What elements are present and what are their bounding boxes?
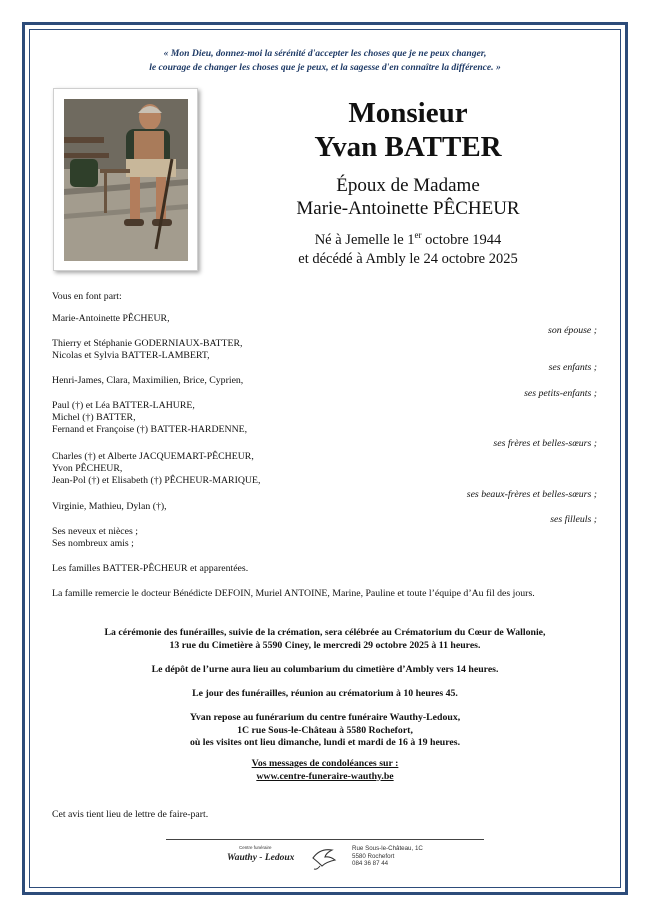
rest-info <box>40 712 610 750</box>
portrait-image <box>64 99 188 261</box>
family-role: ses petits-enfants ; <box>524 388 597 399</box>
address-phone: 084 36 87 44 <box>352 860 389 868</box>
announce-text: Vous en font part: <box>52 291 122 302</box>
family-member: Paul (†) et Léa BATTER-LAHURE, <box>52 400 195 411</box>
family-role: ses enfants ; <box>548 362 597 373</box>
families-line: Les familles BATTER-PÊCHEUR et apparentées. <box>52 563 249 574</box>
spouse-name: Marie-Antoinette PÊCHEUR <box>296 198 520 219</box>
family-member: Virginie, Mathieu, Dylan (†), <box>52 501 167 512</box>
website-link[interactable]: www.centre-funeraire-wauthy.be <box>256 770 394 782</box>
rest-line-1: Yvan repose au funérarium du centre funéraire Wauthy-Ledoux, <box>189 712 461 723</box>
address-city: 5580 Rochefort <box>352 852 395 860</box>
footer-divider <box>166 839 484 840</box>
birth-info <box>258 226 558 250</box>
thanks-line: La famille remercie le docteur Bénédicte DEFOIN, Muriel ANTOINE, Marine, Pauline et toute l’équipe d’Au fil des jours. <box>52 588 535 599</box>
family-member: Jean-Pol (†) et Elisabeth (†) PÊCHEUR-MARIQUE, <box>52 475 261 486</box>
death-info: et décédé à Ambly le 24 octobre 2025 <box>298 250 518 267</box>
quote-line-1: « Mon Dieu, donnez-moi la sérénité d'accepter les choses que je ne peux changer, <box>163 48 487 59</box>
funeral-line-1: La cérémonie des funérailles, suivie de la crémation, sera célébrée au Crématorium du Cœur de Wallonie, <box>104 627 546 638</box>
family-member: Thierry et Stéphanie GODERNIAUX-BATTER, <box>52 338 243 349</box>
deceased-heading <box>258 96 558 269</box>
rest-line-3: où les visites ont lieu dimanche, lundi et mardi de 16 à 19 heures. <box>189 737 461 748</box>
meeting-info: Le jour des funérailles, réunion au crématorium à 10 heures 45. <box>192 688 458 699</box>
family-role: ses filleuls ; <box>550 514 597 525</box>
deceased-name: Yvan BATTER <box>314 131 502 163</box>
family-member: Fernand et Françoise (†) BATTER-HARDENNE, <box>52 424 248 435</box>
logo-caption: Centre funéraire <box>239 845 272 850</box>
prayer-quote <box>40 47 610 75</box>
quote-line-2: le courage de changer les choses que je peux, et la sagesse d'en connaître la différence. » <box>149 62 501 73</box>
urn-info: Le dépôt de l’urne aura lieu au columbarium du cimetière d’Ambly vers 14 heures. <box>151 664 499 675</box>
ceremony-info <box>40 627 610 652</box>
portrait-photo <box>53 88 198 271</box>
family-member: Charles (†) et Alberte JACQUEMART-PÊCHEUR, <box>52 451 254 462</box>
condolences-info <box>40 758 610 783</box>
honorific: Monsieur <box>348 97 468 129</box>
family-member: Michel (†) BATTER, <box>52 412 136 423</box>
birth-text: Né à Jemelle le 1 <box>314 231 415 248</box>
rest-line-2: 1C rue Sous-le-Château à 5580 Rochefort, <box>237 724 413 736</box>
spouse-prefix: Époux de Madame <box>336 175 480 196</box>
family-member: Marie-Antoinette PÊCHEUR, <box>52 313 170 324</box>
footer-address <box>352 845 423 868</box>
logo-wordmark: Wauthy - Ledoux <box>227 853 295 863</box>
condolences-label: Vos messages de condoléances sur : <box>251 758 399 769</box>
funeral-line-2: 13 rue du Cimetière à 5590 Ciney, le mercredi 29 octobre 2025 à 11 heures. <box>169 639 481 651</box>
family-member: Yvon PÊCHEUR, <box>52 463 123 474</box>
family-member: Henri-James, Clara, Maximilien, Brice, Cyprien, <box>52 375 244 386</box>
birth-ordinal: er <box>414 230 422 240</box>
family-member: Nicolas et Sylvia BATTER-LAMBERT, <box>52 350 210 361</box>
nephews-line: Ses neveux et nièces ; <box>52 526 138 537</box>
address-street: Rue Sous-le-Château, 1C <box>352 845 423 852</box>
family-role: son épouse ; <box>548 325 597 336</box>
family-role: ses beaux-frères et belles-sœurs ; <box>466 489 597 500</box>
closing-line: Cet avis tient lieu de lettre de faire-part. <box>52 809 209 820</box>
funeral-home-logo <box>214 845 344 875</box>
dove-icon <box>310 844 338 872</box>
friends-line: Ses nombreux amis ; <box>52 538 134 549</box>
birth-date: octobre 1944 <box>421 231 502 248</box>
family-role: ses frères et belles-sœurs ; <box>493 438 597 449</box>
